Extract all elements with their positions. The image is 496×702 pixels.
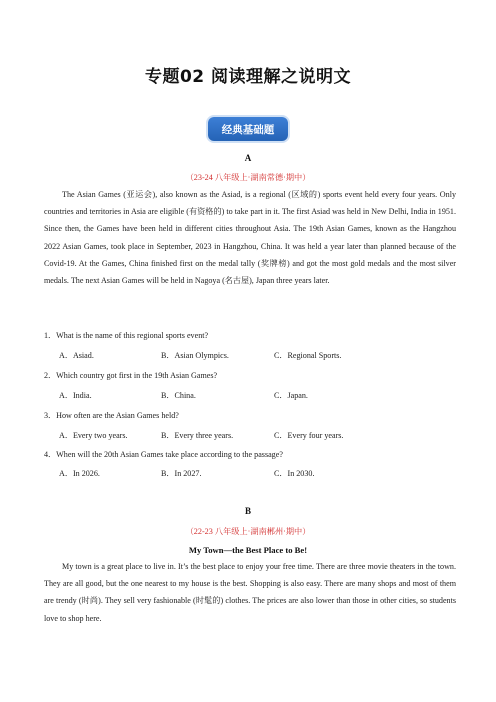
passage-b-source: （22-23 八年级上·湖南郴州·期中） bbox=[185, 527, 311, 536]
section-badge: 经典基础题 bbox=[208, 117, 288, 141]
option-b[interactable]: B．Asian Olympics. bbox=[161, 351, 229, 360]
option-b[interactable]: B．Every three years. bbox=[161, 431, 234, 440]
option-a[interactable]: A．In 2026. bbox=[59, 469, 100, 478]
option-b[interactable]: B．China. bbox=[161, 391, 196, 400]
page-title: 专题02 阅读理解之说明文 bbox=[144, 67, 352, 87]
passage-b-text: My town is a great place to live in. It’s the best place to enjoy your free time. There are three movie theaters in the town. They are all good, but the one nearest to my house is the best. Shopping is also easy. There are many shops and most of them are trendy (时尚). They sell very fashionable (时髦的) clothes. The prices are also lower than those in other cities, so students love to shop here. bbox=[44, 562, 456, 623]
option-a[interactable]: A．Asiad. bbox=[59, 351, 94, 360]
passage-b-letter: B bbox=[244, 506, 251, 516]
option-c[interactable]: C．Every four years. bbox=[274, 431, 344, 440]
badge-container bbox=[0, 117, 496, 141]
question-2: 2．Which country got first in the 19th Asian Games? bbox=[44, 371, 218, 380]
passage-a-letter: A bbox=[244, 153, 252, 163]
passage-b-subtitle: My Town—the Best Place to Be! bbox=[188, 545, 308, 555]
option-c[interactable]: C．In 2030. bbox=[274, 469, 315, 478]
question-1: 1．What is the name of this regional sports event? bbox=[44, 331, 209, 340]
passage-a-source: （23-24 八年级上·湖南常德·期中） bbox=[185, 173, 311, 182]
question-3: 3．How often are the Asian Games held? bbox=[44, 411, 179, 420]
option-c[interactable]: C．Regional Sports. bbox=[274, 351, 342, 360]
option-a[interactable]: A．India. bbox=[59, 391, 92, 400]
option-c[interactable]: C．Japan. bbox=[274, 391, 308, 400]
passage-a-text: The Asian Games (亚运会), also known as the Asiad, is a regional (区域的) sports event held every four years. Only countries and territories in Asia are eligible (有资格的) to take part in it. The first Asiad was held in New Delhi, India in 1951. Since then, the Games have been held in different cities throughout Asia. The 19th Asian Games, known as the Hangzhou 2022 Asian Games, took place in September, 2023 in Hangzhou, China. It was held a year later than planned because of the Covid-19. At the Games, China finished first on the medal tally (奖牌榜) and got the most gold medals and the most silver medals. The next Asian Games will be held in Nagoya (名古屋), Japan three years later. bbox=[44, 190, 456, 286]
option-b[interactable]: B．In 2027. bbox=[161, 469, 202, 478]
option-a[interactable]: A．Every two years. bbox=[59, 431, 128, 440]
question-4: 4．When will the 20th Asian Games take place according to the passage? bbox=[44, 450, 283, 459]
